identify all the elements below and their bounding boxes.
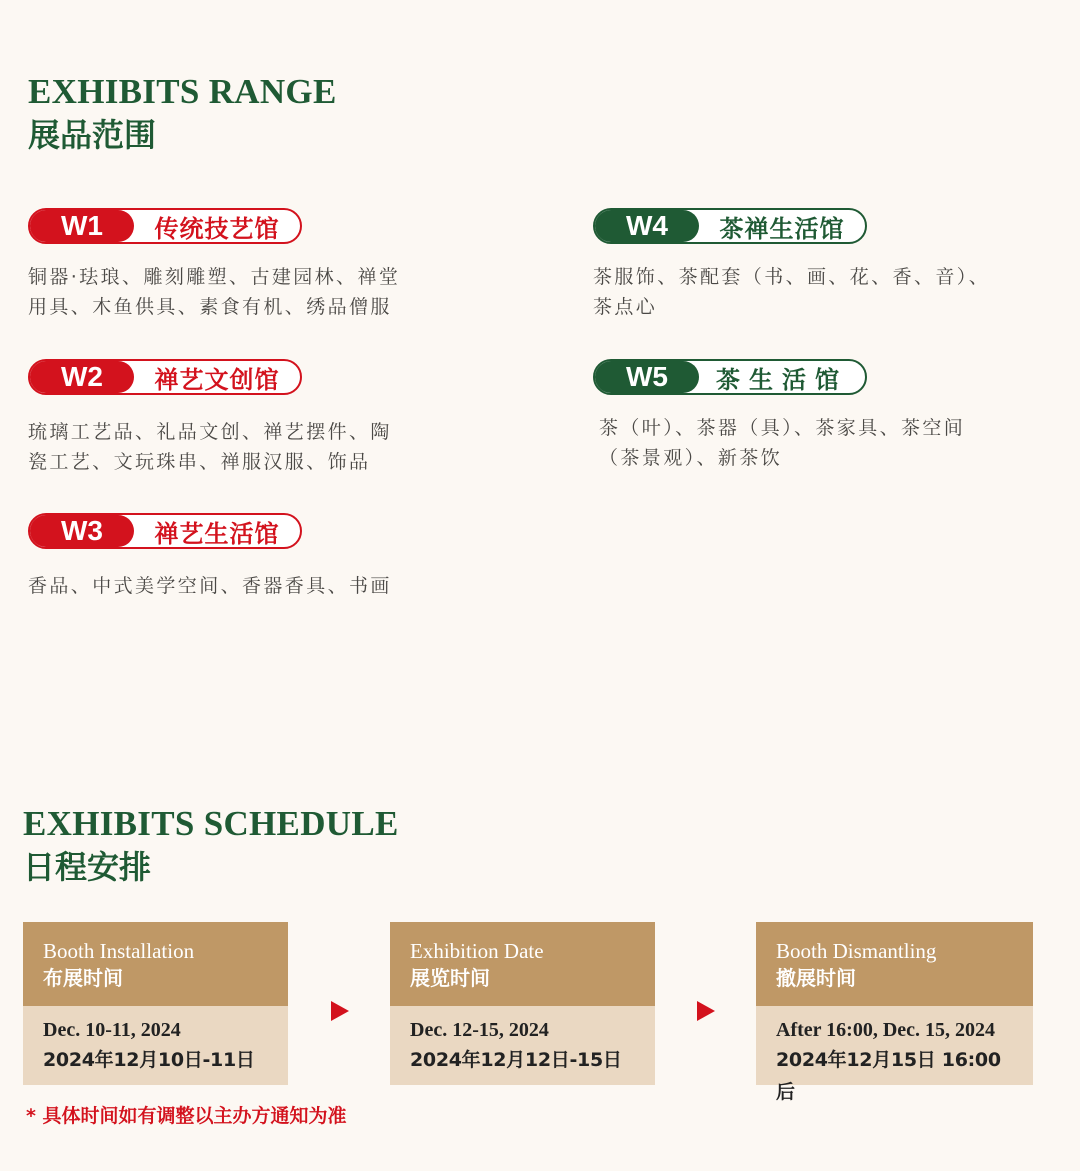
exhibits-range-title-zh: 展品范围 bbox=[28, 116, 157, 154]
hall-w5 bbox=[593, 359, 1053, 473]
schedule-card-header bbox=[756, 922, 1033, 1006]
hall-name: 茶禅生活馆 bbox=[719, 214, 845, 243]
arrow-right-icon bbox=[331, 1001, 349, 1021]
hall-code: W5 bbox=[595, 361, 699, 393]
hall-badge bbox=[28, 513, 302, 549]
stage-date-en: Dec. 10-11, 2024 bbox=[43, 1019, 181, 1041]
schedule-footnote: * 具体时间如有调整以主办方通知为准 bbox=[26, 1105, 347, 1127]
hall-w3 bbox=[28, 513, 468, 601]
arrow-right-icon bbox=[697, 1001, 715, 1021]
schedule-card-exhibition-date bbox=[390, 922, 655, 1085]
hall-name: 传统技艺馆 bbox=[154, 214, 280, 243]
stage-label-zh: 撤展时间 bbox=[776, 966, 856, 990]
hall-code: W4 bbox=[595, 210, 699, 242]
exhibits-range-heading bbox=[28, 72, 337, 158]
stage-date-en: Dec. 12-15, 2024 bbox=[410, 1019, 549, 1041]
hall-code: W3 bbox=[30, 515, 134, 547]
hall-code: W1 bbox=[30, 210, 134, 242]
exhibits-schedule-title-en: EXHIBITS SCHEDULE bbox=[23, 804, 399, 843]
hall-description: 茶服饰、茶配套（书、画、花、香、音）、 茶点心 bbox=[593, 266, 991, 318]
hall-badge bbox=[28, 359, 302, 395]
hall-w1 bbox=[28, 208, 468, 322]
stage-date-zh: 2024年12月12日-15日 bbox=[410, 1049, 622, 1071]
stage-date-en: After 16:00, Dec. 15, 2024 bbox=[776, 1019, 996, 1041]
stage-label-zh: 布展时间 bbox=[43, 966, 123, 990]
stage-label-en: Booth Installation bbox=[43, 939, 195, 963]
hall-name: 茶生活馆 bbox=[716, 365, 848, 394]
stage-date-zh: 2024年12月15日 16:00后 bbox=[776, 1049, 1001, 1103]
schedule-card-body bbox=[390, 1006, 655, 1085]
exhibits-schedule-heading bbox=[23, 804, 399, 890]
hall-description: 茶（叶）、茶器（具）、茶家具、茶空间 （茶景观）、新茶饮 bbox=[599, 417, 966, 469]
schedule-card-header bbox=[23, 922, 288, 1006]
schedule-card-booth-dismantling bbox=[756, 922, 1033, 1103]
schedule-card-body bbox=[756, 1006, 1033, 1103]
exhibits-schedule-title-zh: 日程安排 bbox=[23, 848, 152, 886]
hall-badge bbox=[593, 208, 867, 244]
hall-w4 bbox=[593, 208, 1053, 322]
hall-description: 香品、中式美学空间、香器香具、书画 bbox=[28, 575, 392, 597]
hall-description: 铜器·珐琅、雕刻雕塑、古建园林、禅堂 用具、木鱼供具、素食有机、绣品僧服 bbox=[28, 266, 401, 318]
exhibits-range-title-en: EXHIBITS RANGE bbox=[28, 72, 337, 111]
stage-label-en: Exhibition Date bbox=[410, 939, 544, 963]
hall-name: 禅艺生活馆 bbox=[154, 519, 280, 548]
hall-name: 禅艺文创馆 bbox=[154, 365, 280, 394]
stage-date-zh: 2024年12月10日-11日 bbox=[43, 1049, 255, 1071]
stage-label-zh: 展览时间 bbox=[410, 966, 490, 990]
schedule-card-body bbox=[23, 1006, 288, 1085]
schedule-card-booth-installation bbox=[23, 922, 288, 1085]
hall-description: 琉璃工艺品、礼品文创、禅艺摆件、陶 瓷工艺、文玩珠串、禅服汉服、饰品 bbox=[28, 421, 392, 473]
hall-w2 bbox=[28, 359, 468, 477]
hall-badge bbox=[593, 359, 867, 395]
hall-badge bbox=[28, 208, 302, 244]
hall-code: W2 bbox=[30, 361, 134, 393]
schedule-card-header bbox=[390, 922, 655, 1006]
stage-label-en: Booth Dismantling bbox=[776, 939, 937, 963]
